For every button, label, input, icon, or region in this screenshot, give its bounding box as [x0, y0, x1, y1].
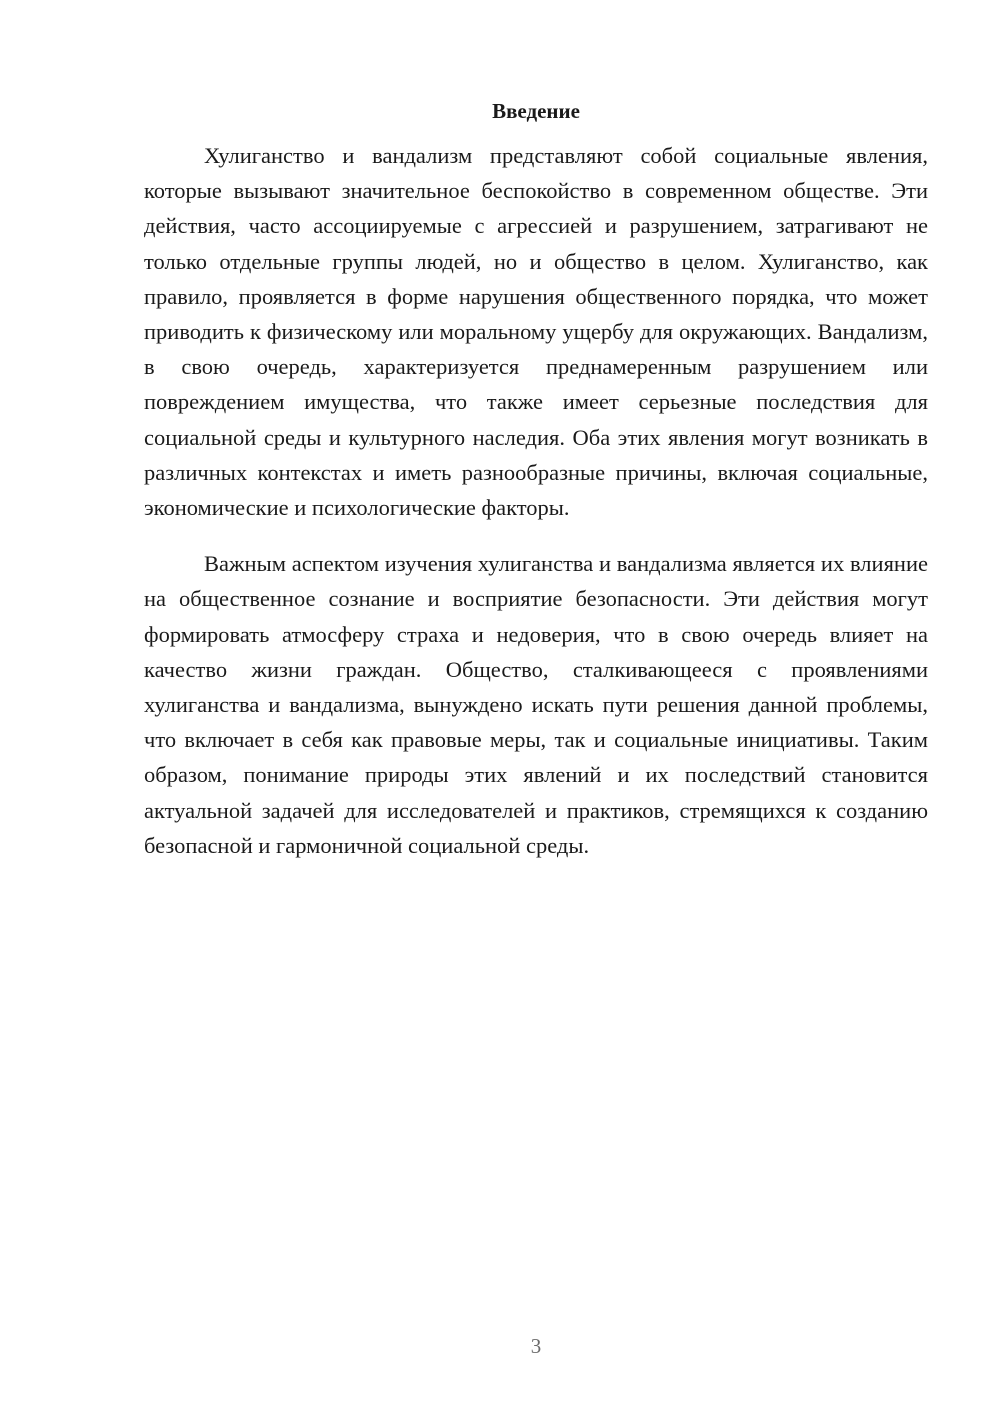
body-paragraph-2: Важным аспектом изучения хулиганства и вандализма является их влияние на общественное сознание и восприятие безопасности. Эти действия могут формировать атмосферу страха и недоверия, что в свою очередь влияет на качество жизни граждан. Общество, сталкивающееся с проявлениями хулиганства и вандализма, вынуждено искать пути решения данной проблемы, что включает в себя как правовые меры, так и социальные инициативы. Таким образом, понимание природы этих явлений и их последствий становится актуальной задачей для исследователей и практиков, стремящихся к созданию безопасной и гармоничной социальной среды. [144, 551, 928, 858]
page-number: 3 [530, 1334, 542, 1358]
page-content [144, 97, 928, 863]
section-heading: Введение [492, 99, 580, 123]
body-paragraph-1: Хулиганство и вандализм представляют собой социальные явления, которые вызывают значительное беспокойство в современном обществе. Эти действия, часто ассоциируемые с агрессией и разрушением, затрагивают не только отдельные группы людей, но и общество в целом. Хулиганство, как правило, проявляется в форме нарушения общественного порядка, что может приводить к физическому или моральному ущербу для окружающих. Вандализм, в свою очередь, характеризуется преднамеренным разрушением или повреждением имущества, что также имеет серьезные последствия для социальной среды и культурного наследия. Оба этих явления могут возникать в различных контекстах и иметь разнообразные причины, включая социальные, экономические и психологические факторы. [144, 143, 928, 521]
